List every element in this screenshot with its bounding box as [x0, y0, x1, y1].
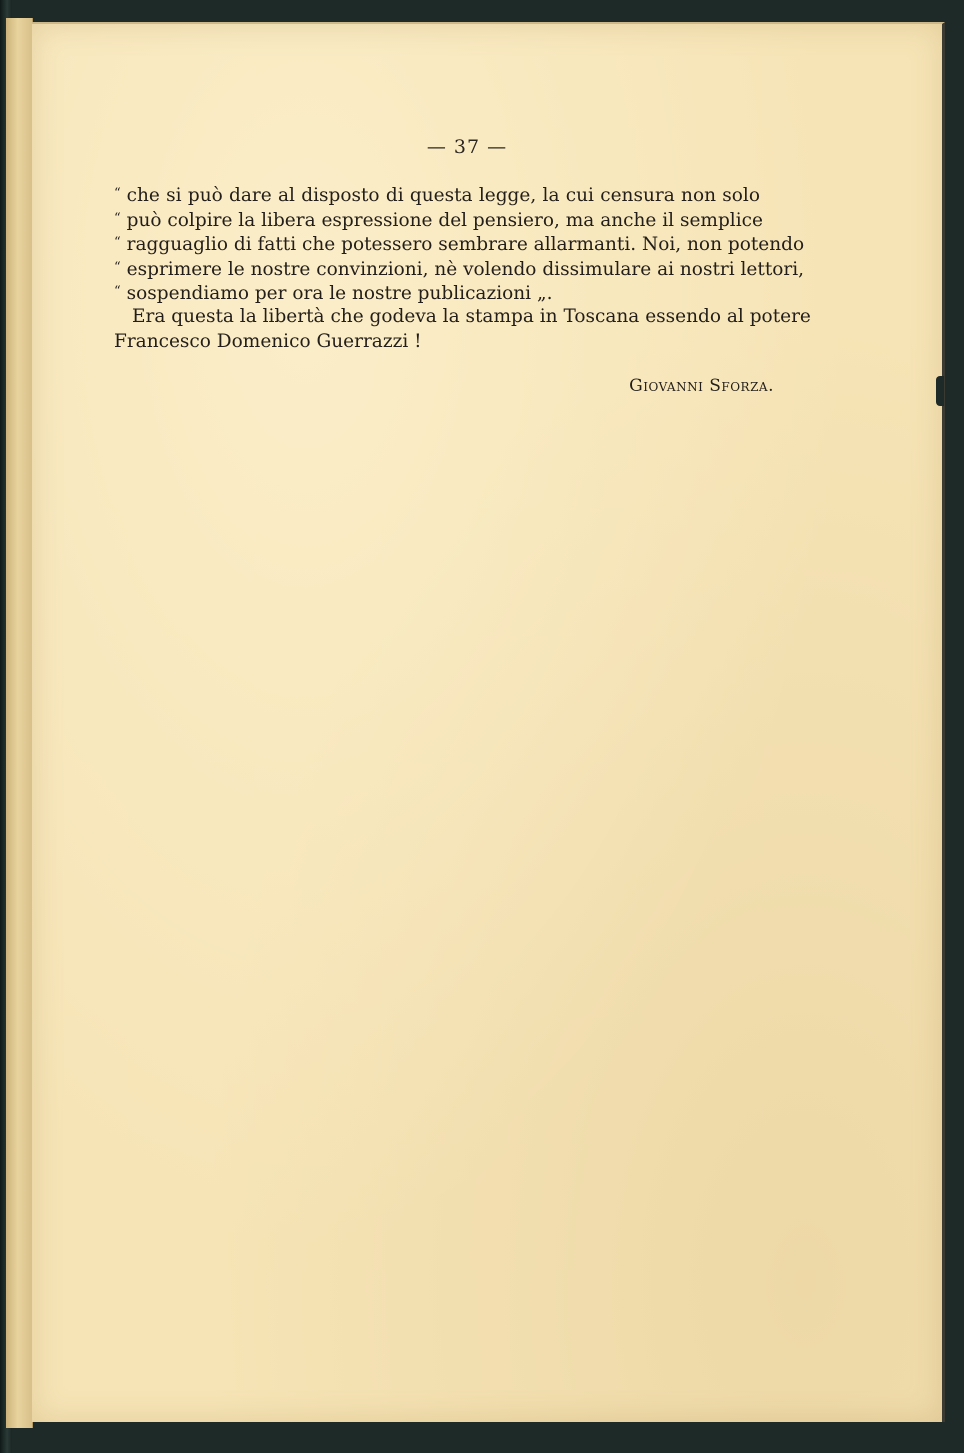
quote-mark: “: [114, 186, 121, 201]
page-number: — 37 —: [426, 136, 508, 158]
paragraph-line: Era questa la libertà che godeva la stampa in Toscana essendo al potere: [132, 305, 811, 327]
quoted-line: “ che si può dare al disposto di questa legge, la cui censura non solo: [114, 185, 760, 206]
quote-mark: “: [114, 235, 121, 251]
quoted-line: “ sospendiamo per ora le nostre publicazioni „.: [114, 283, 553, 305]
quoted-line: “ esprimere le nostre convinzioni, nè volendo dissimulare ai nostri lettori,: [114, 258, 805, 280]
body-text: [114, 182, 811, 354]
book-page: [32, 22, 945, 1422]
quote-mark: “: [114, 284, 121, 300]
author-signature: Giovanni Sforza.: [629, 376, 774, 396]
quote-mark: “: [114, 210, 121, 226]
quoted-line: “ può colpire la libera espressione del pensiero, ma anche il semplice: [114, 209, 763, 231]
previous-page-edge: [6, 18, 33, 1428]
quoted-line: “ ragguaglio di fatti che potessero sembrare allarmanti. Noi, non potendo: [114, 234, 805, 256]
quote-mark: “: [114, 259, 121, 275]
paragraph-line: Francesco Domenico Guerrazzi !: [114, 330, 422, 352]
page-edge-notch: [936, 376, 944, 406]
